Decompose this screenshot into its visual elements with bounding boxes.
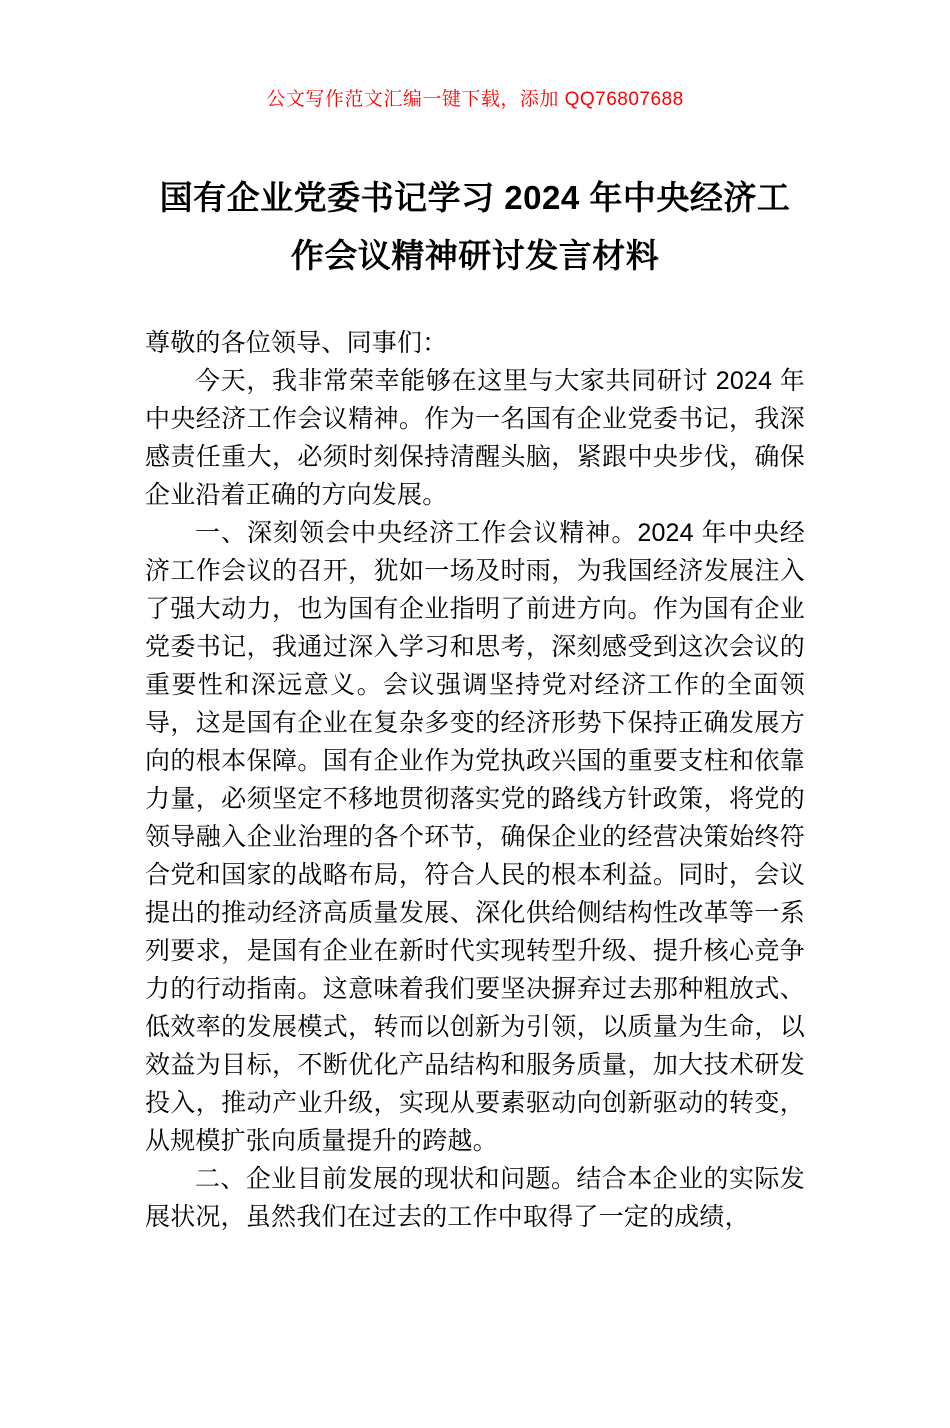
document-body xyxy=(145,325,805,1237)
salutation: 尊敬的各位领导、同事们： xyxy=(145,328,448,357)
document-page xyxy=(0,84,950,1428)
page-title: 国有企业党委书记学习 2024 年中央经济工作会议精神研讨发言材料 xyxy=(159,179,791,274)
paragraph-2: 一、深刻领会中央经济工作会议精神。2024 年中央经济工作会议的召开，犹如一场及时雨，为我国经济发展注入了强大动力，也为国有企业指明了前进方向。作为国有企业党委书记，我通过深入学习和思考，深刻感受到这次会议的重要性和深远意义。会议强调坚持党对经济工作的全面领导，这是国有企业在复杂多变的经济形势下保持正确发展方向的根本保障。国有企业作为党执政兴国的重要支柱和依靠力量，必须坚定不移地贯彻落实党的路线方针政策，将党的领导融入企业治理的各个环节，确保企业的经营决策始终符合党和国家的战略布局，符合人民的根本利益。同时，会议提出的推动经济高质量发展、深化供给侧结构性改革等一系列要求，是国有企业在新时代实现转型升级、提升核心竞争力的行动指南。这意味着我们要坚决摒弃过去那种粗放式、低效率的发展模式，转而以创新为引领，以质量为生命，以效益为目标，不断优化产品结构和服务质量，加大技术研发投入，推动产业升级，实现从要素驱动向创新驱动的转变，从规模扩张向质量提升的跨越。 xyxy=(145,519,805,1155)
paragraph-1: 今天，我非常荣幸能够在这里与大家共同研讨 2024 年中央经济工作会议精神。作为一名国有企业党委书记，我深感责任重大，必须时刻保持清醒头脑，紧跟中央步伐，确保企业沿着正确的方向发展。 xyxy=(145,367,805,509)
paragraph-3: 二、企业目前发展的现状和问题。结合本企业的实际发展状况，虽然我们在过去的工作中取得了一定的成绩， xyxy=(145,1165,805,1231)
watermark-banner: 公文写作范文汇编一键下载，添加 QQ76807688 xyxy=(266,89,684,110)
